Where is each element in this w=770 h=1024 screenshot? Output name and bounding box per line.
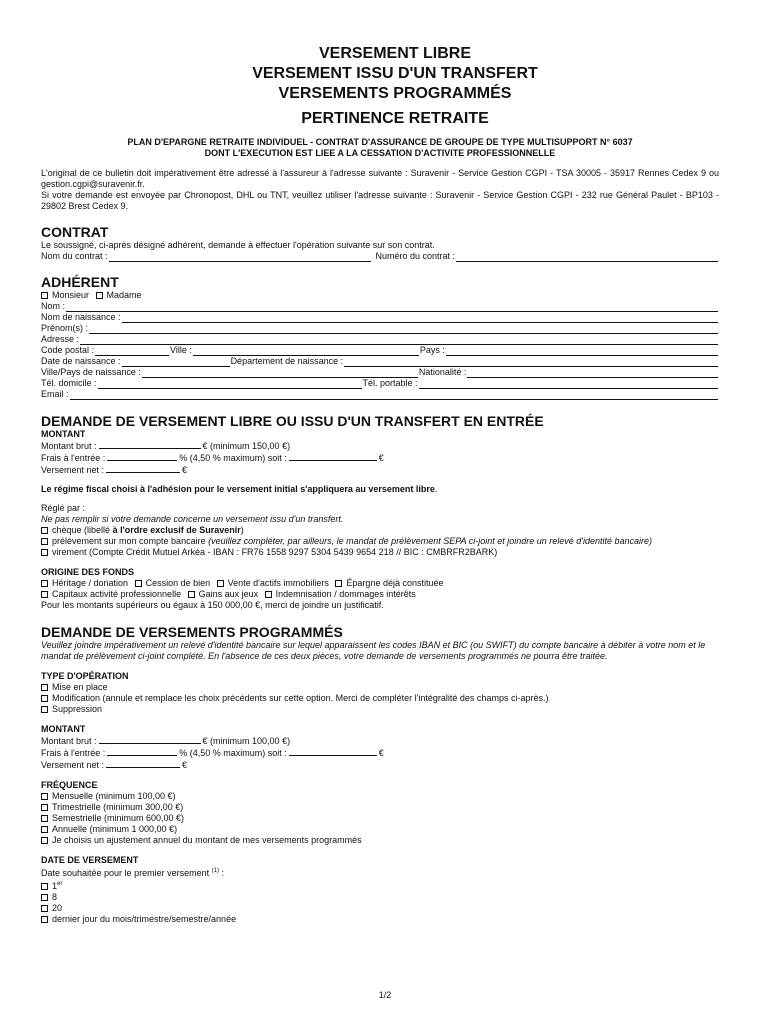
adresse-row bbox=[41, 334, 719, 345]
trimestrielle-option bbox=[41, 802, 719, 813]
semestrielle-checkbox[interactable] bbox=[41, 815, 48, 822]
prog-versement-net-row bbox=[41, 759, 719, 771]
email-row bbox=[41, 389, 719, 400]
regime-fiscal-note bbox=[41, 484, 719, 495]
code-postal-label: Code postal : bbox=[41, 345, 95, 355]
regle-par-label: Réglé par : bbox=[41, 503, 86, 513]
cheque-option bbox=[41, 525, 719, 536]
ville-pays-naissance-label: Ville/Pays de naissance : bbox=[41, 367, 141, 377]
epargne-checkbox[interactable] bbox=[335, 580, 342, 587]
date-versement-text: Date souhaitée pour le premier versement bbox=[41, 868, 210, 878]
libre-montant-brut-label: Montant brut : bbox=[41, 441, 97, 451]
date-footnote-ref: (1) bbox=[211, 868, 219, 874]
virement-checkbox[interactable] bbox=[41, 549, 48, 556]
mise-en-place-label: Mise en place bbox=[52, 682, 108, 692]
libre-montant-brut-suffix: € (minimum 150,00 €) bbox=[202, 441, 291, 451]
ajustement-label: Je choisis un ajustement annuel du montant de mes versements programmés bbox=[52, 835, 362, 845]
nationalite-label: Nationalité : bbox=[418, 367, 467, 377]
modification-option bbox=[41, 693, 719, 704]
libre-montant-brut-field[interactable] bbox=[99, 440, 201, 449]
libre-versement-net-label: Versement net : bbox=[41, 465, 105, 475]
code-postal-row bbox=[41, 345, 719, 356]
section-title-versement-libre: DEMANDE DE VERSEMENT LIBRE OU ISSU D'UN TRANSFERT EN ENTRÉE bbox=[41, 413, 544, 429]
date-dernier-label: dernier jour du mois/trimestre/semestre/année bbox=[52, 914, 237, 924]
indemnisation-checkbox[interactable] bbox=[265, 591, 272, 598]
virement-label: virement (Compte Crédit Mutuel Arkéa - IBAN : FR76 1558 9297 5304 5439 9654 218 // BIC : CMBRFR2BARK) bbox=[52, 547, 498, 557]
prelevement-checkbox[interactable] bbox=[41, 538, 48, 545]
plan-description bbox=[41, 137, 719, 159]
origine-row-2 bbox=[41, 589, 719, 600]
departement-label: Département de naissance : bbox=[230, 356, 344, 366]
prog-montant-title: MONTANT bbox=[41, 724, 86, 734]
prog-frais-percent-field[interactable] bbox=[107, 747, 177, 756]
monsieur-checkbox[interactable] bbox=[41, 292, 48, 299]
gains-checkbox[interactable] bbox=[188, 591, 195, 598]
libre-frais-row bbox=[41, 452, 719, 464]
ville-label: Ville : bbox=[170, 345, 192, 355]
date-versement-title: DATE DE VERSEMENT bbox=[41, 855, 139, 865]
nom-contrat-label: Nom du contrat : bbox=[41, 251, 108, 261]
type-operation-title: TYPE D'OPÉRATION bbox=[41, 671, 129, 681]
date-dernier-option bbox=[41, 914, 719, 925]
prog-frais-amount-field[interactable] bbox=[289, 747, 377, 756]
prelevement-note: (veuillez compléter, par ailleurs, le mandat de prélèvement SEPA ci-joint et joindre un relevé d'identité bancaire) bbox=[208, 536, 653, 546]
date-1-option bbox=[41, 879, 719, 892]
cession-checkbox[interactable] bbox=[135, 580, 142, 587]
annuelle-checkbox[interactable] bbox=[41, 826, 48, 833]
justificatif-note: Pour les montants supérieurs ou égaux à 150 000,00 €, merci de joindre un justificatif. bbox=[41, 600, 384, 610]
intro-alt-address: Si votre demande est envoyée par Chronopost, DHL ou TNT, veuillez utiliser l'adresse suivante : Suravenir - Service Gestion CGPI - 232 rue Général Paulet - BP103 - 29802 Brest Cedex 9. bbox=[41, 190, 719, 211]
heritage-label: Héritage / donation bbox=[52, 578, 129, 588]
origine-fonds-title: ORIGINE DES FONDS bbox=[41, 567, 135, 577]
ajustement-option bbox=[41, 835, 719, 846]
nom-naissance-row bbox=[41, 312, 719, 323]
prenoms-field[interactable] bbox=[89, 325, 718, 334]
date-naissance-label: Date de naissance : bbox=[41, 356, 121, 366]
ville-field[interactable] bbox=[193, 347, 419, 356]
contrat-text: Le soussigné, ci-après désigné adhérent, demande à effectuer l'opération suivante sur son contrat. bbox=[41, 240, 435, 250]
pays-label: Pays : bbox=[419, 345, 445, 355]
prenoms-row bbox=[41, 323, 719, 334]
date-8-option bbox=[41, 892, 719, 903]
regime-fiscal-text: Le régime fiscal choisi à l'adhésion pour le versement initial s'appliquera au versement libre bbox=[41, 484, 435, 494]
semestrielle-option bbox=[41, 813, 719, 824]
capitaux-label: Capitaux activité professionnelle bbox=[52, 589, 182, 599]
suppression-option bbox=[41, 704, 719, 715]
prenoms-label: Prénom(s) : bbox=[41, 323, 89, 333]
date-8-checkbox[interactable] bbox=[41, 894, 48, 901]
date-1-label: 1 bbox=[52, 881, 58, 891]
madame-checkbox[interactable] bbox=[96, 292, 103, 299]
prelevement-label: prélèvement sur mon compte bancaire bbox=[52, 536, 206, 546]
nom-naissance-field[interactable] bbox=[122, 314, 718, 323]
date-naissance-field[interactable] bbox=[122, 358, 230, 367]
nom-field[interactable] bbox=[66, 303, 718, 312]
email-label: Email : bbox=[41, 389, 69, 399]
annuelle-label: Annuelle (minimum 1 000,00 €) bbox=[52, 824, 178, 834]
mensuelle-option bbox=[41, 791, 719, 802]
libre-versement-net-field[interactable] bbox=[106, 464, 180, 473]
adresse-label: Adresse : bbox=[41, 334, 80, 344]
form-page bbox=[41, 44, 719, 925]
cheque-close: ) bbox=[240, 525, 244, 535]
plan-line-1: PLAN D'EPARGNE RETRAITE INDIVIDUEL - CONTRAT D'ASSURANCE DE GROUPE DE TYPE MULTISUPPORT N° 6037 bbox=[127, 137, 633, 147]
nom-contrat-field[interactable] bbox=[109, 253, 371, 262]
numero-contrat-field[interactable] bbox=[456, 253, 718, 262]
modification-checkbox[interactable] bbox=[41, 695, 48, 702]
origine-row-1 bbox=[41, 578, 719, 589]
semestrielle-label: Semestrielle (minimum 600,00 €) bbox=[52, 813, 185, 823]
plan-line-2: DONT L'EXECUTION EST LIEE A LA CESSATION D'ACTIVITE PROFESSIONNELLE bbox=[204, 148, 556, 158]
mise-en-place-checkbox[interactable] bbox=[41, 684, 48, 691]
suppression-label: Suppression bbox=[52, 704, 103, 714]
suppression-checkbox[interactable] bbox=[41, 706, 48, 713]
cheque-beneficiary: à l'ordre exclusif de Suravenir bbox=[112, 525, 241, 535]
libre-frais-label: Frais à l'entrée : bbox=[41, 453, 106, 463]
tel-portable-label: Tél. portable : bbox=[362, 378, 418, 388]
libre-frais-mid: % (4,50 % maximum) soit : bbox=[179, 453, 287, 463]
date-20-label: 20 bbox=[52, 903, 63, 913]
prog-versement-net-euro: € bbox=[182, 760, 188, 770]
vente-checkbox[interactable] bbox=[217, 580, 224, 587]
section-title-contrat: CONTRAT bbox=[41, 224, 109, 240]
annuelle-option bbox=[41, 824, 719, 835]
tel-portable-field[interactable] bbox=[419, 380, 718, 389]
mensuelle-label: Mensuelle (minimum 100,00 €) bbox=[52, 791, 176, 801]
mensuelle-checkbox[interactable] bbox=[41, 793, 48, 800]
libre-frais-percent-field[interactable] bbox=[107, 452, 177, 461]
libre-frais-amount-field[interactable] bbox=[289, 452, 377, 461]
prog-montant-brut-suffix: € (minimum 100,00 €) bbox=[202, 736, 291, 746]
prelevement-option bbox=[41, 536, 719, 547]
date-1-sup: er bbox=[57, 881, 63, 887]
virement-option bbox=[41, 547, 719, 558]
section-title-adherent: ADHÉRENT bbox=[41, 274, 119, 290]
intro-address: L'original de ce bulletin doit impérativement être adressé à l'assureur à l'adresse suivante : Suravenir - Service Gestion CGPI - TSA 30005 - 35917 Rennes Cedex 9 ou gestion.cgpi@suravenir.fr. bbox=[41, 168, 719, 189]
date-colon: : bbox=[218, 868, 224, 878]
cheque-label: chèque (libellé bbox=[52, 525, 111, 535]
libre-montant-brut-row bbox=[41, 440, 719, 452]
pays-field[interactable] bbox=[446, 347, 718, 356]
nationalite-field[interactable] bbox=[467, 369, 718, 378]
section-title-versements-programmes: DEMANDE DE VERSEMENTS PROGRAMMÉS bbox=[41, 624, 343, 640]
indemnisation-label: Indemnisation / dommages intérêts bbox=[275, 589, 416, 599]
ville-pays-naissance-field[interactable] bbox=[142, 369, 418, 378]
page-number: 1/2 bbox=[378, 990, 392, 1000]
nom-row bbox=[41, 301, 719, 312]
nom-label: Nom : bbox=[41, 301, 66, 311]
heritage-checkbox[interactable] bbox=[41, 580, 48, 587]
departement-field[interactable] bbox=[344, 358, 718, 367]
trimestrielle-label: Trimestrielle (minimum 300,00 €) bbox=[52, 802, 184, 812]
frequence-title: FRÉQUENCE bbox=[41, 780, 98, 790]
libre-frais-euro: € bbox=[378, 453, 384, 463]
capitaux-checkbox[interactable] bbox=[41, 591, 48, 598]
ajustement-checkbox[interactable] bbox=[41, 837, 48, 844]
modification-label: Modification (annule et remplace les choix précédents sur cette option. Merci de compléter l'intégralité des champs ci-après.) bbox=[52, 693, 549, 703]
monsieur-label: Monsieur bbox=[52, 290, 90, 300]
date-8-label: 8 bbox=[52, 892, 58, 902]
gains-label: Gains aux jeux bbox=[198, 589, 259, 599]
prog-montant-brut-field[interactable] bbox=[99, 735, 201, 744]
libre-montant-title: MONTANT bbox=[41, 429, 86, 439]
prog-frais-row bbox=[41, 747, 719, 759]
document-title bbox=[71, 44, 719, 104]
cheque-checkbox[interactable] bbox=[41, 527, 48, 534]
code-postal-field[interactable] bbox=[95, 347, 169, 356]
adresse-field[interactable] bbox=[80, 336, 718, 345]
date-20-option bbox=[41, 903, 719, 914]
madame-label: Madame bbox=[106, 290, 142, 300]
prog-frais-euro: € bbox=[378, 748, 384, 758]
product-title: PERTINENCE RETRAITE bbox=[301, 110, 489, 127]
mise-en-place-option bbox=[41, 682, 719, 693]
numero-contrat-label: Numéro du contrat : bbox=[375, 251, 456, 261]
prog-montant-brut-row bbox=[41, 735, 719, 747]
date-1-checkbox[interactable] bbox=[41, 883, 48, 890]
civilite-row bbox=[41, 290, 719, 301]
prog-versement-net-label: Versement net : bbox=[41, 760, 105, 770]
date-naissance-row bbox=[41, 356, 719, 367]
libre-versement-net-euro: € bbox=[182, 465, 188, 475]
date-dernier-checkbox[interactable] bbox=[41, 916, 48, 923]
prog-versement-net-field[interactable] bbox=[106, 759, 180, 768]
prog-frais-mid: % (4,50 % maximum) soit : bbox=[179, 748, 287, 758]
contrat-row bbox=[41, 251, 719, 262]
prog-montant-brut-label: Montant brut : bbox=[41, 736, 97, 746]
regle-par-note: Ne pas remplir si votre demande concerne un versement issu d'un transfert. bbox=[41, 514, 344, 524]
cession-label: Cession de bien bbox=[145, 578, 211, 588]
title-line-3: VERSEMENTS PROGRAMMÉS bbox=[278, 85, 512, 102]
date-20-checkbox[interactable] bbox=[41, 905, 48, 912]
regime-fiscal-end: . bbox=[434, 484, 438, 494]
tel-domicile-field[interactable] bbox=[98, 380, 362, 389]
email-field[interactable] bbox=[70, 391, 718, 400]
epargne-label: Épargne déjà constituée bbox=[346, 578, 444, 588]
title-line-1: VERSEMENT LIBRE bbox=[318, 45, 471, 62]
ville-pays-naissance-row bbox=[41, 367, 719, 378]
tel-domicile-label: Tél. domicile : bbox=[41, 378, 97, 388]
programmes-intro: Veuillez joindre impérativement un relevé d'identité bancaire sur lequel apparaissent les codes IBAN et BIC (ou SWIFT) du compte bancaire à débiter à votre nom et le mandat de prélèvement ci-joint complété. En l'absence de ces deux pièces, votre demande de versements programmés ne pourra être traitée. bbox=[41, 640, 706, 661]
libre-versement-net-row bbox=[41, 464, 719, 476]
title-line-2: VERSEMENT ISSU D'UN TRANSFERT bbox=[252, 65, 538, 82]
prog-frais-label: Frais à l'entrée : bbox=[41, 748, 106, 758]
vente-label: Vente d'actifs immobiliers bbox=[227, 578, 329, 588]
trimestrielle-checkbox[interactable] bbox=[41, 804, 48, 811]
nom-naissance-label: Nom de naissance : bbox=[41, 312, 121, 322]
telephone-row bbox=[41, 378, 719, 389]
date-versement-question bbox=[41, 866, 719, 879]
